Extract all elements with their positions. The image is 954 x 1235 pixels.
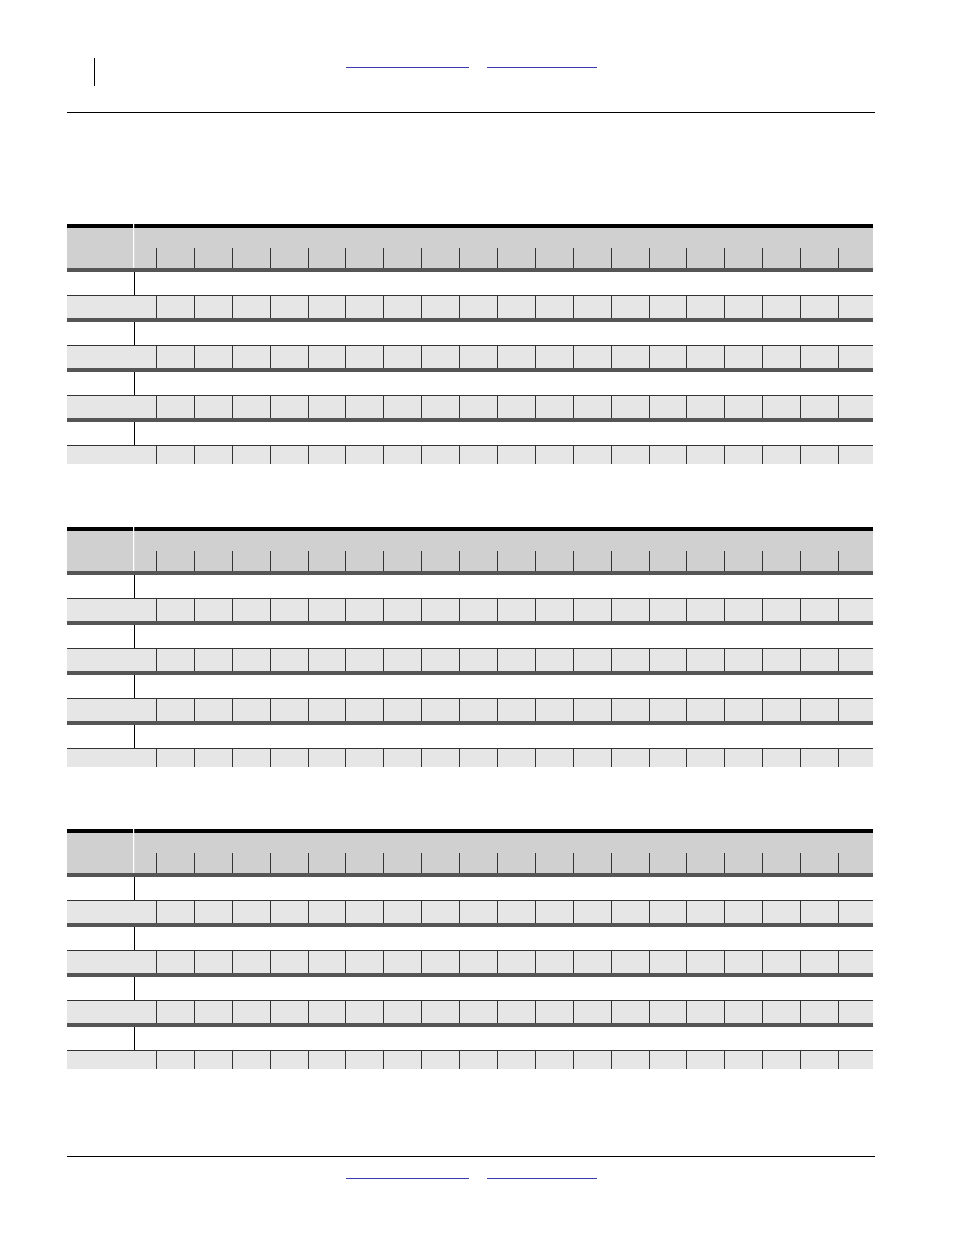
group-rule <box>67 671 873 675</box>
table-grid <box>67 829 873 1069</box>
group-rule <box>67 368 873 372</box>
data-row <box>67 395 873 418</box>
data-row <box>67 900 873 923</box>
header-rule <box>67 112 875 113</box>
group-rule <box>67 418 873 422</box>
header-bottom-rule <box>67 873 873 877</box>
data-row <box>67 748 873 767</box>
schedule-table-2 <box>67 527 873 767</box>
header-link-1[interactable] <box>346 67 469 68</box>
group-rule <box>67 1023 873 1027</box>
data-row <box>67 345 873 368</box>
footer-rule <box>67 1156 875 1157</box>
header-link-2[interactable] <box>487 67 597 68</box>
schedule-table-1 <box>67 224 873 464</box>
group-rule <box>67 923 873 927</box>
table-top-rule <box>67 829 873 833</box>
header-divider <box>133 224 134 270</box>
table-grid <box>67 527 873 767</box>
data-row <box>67 1050 873 1069</box>
footer-link-1[interactable] <box>346 1178 469 1179</box>
header-vertical-bar <box>94 58 95 86</box>
data-row <box>67 445 873 464</box>
data-row <box>67 698 873 721</box>
group-rule <box>67 621 873 625</box>
table-header-band <box>67 527 873 573</box>
schedule-table-3 <box>67 829 873 1069</box>
table-top-rule <box>67 527 873 531</box>
group-rule <box>67 318 873 322</box>
table-top-rule <box>67 224 873 228</box>
table-grid <box>67 224 873 464</box>
header-divider <box>133 829 134 875</box>
header-bottom-rule <box>67 571 873 575</box>
group-rule <box>67 973 873 977</box>
header-bottom-rule <box>67 268 873 272</box>
data-row <box>67 648 873 671</box>
table-header-band <box>67 829 873 875</box>
group-rule <box>67 721 873 725</box>
data-row <box>67 950 873 973</box>
data-row <box>67 1000 873 1023</box>
data-row <box>67 295 873 318</box>
header-divider <box>133 527 134 573</box>
footer-link-2[interactable] <box>487 1178 597 1179</box>
table-header-band <box>67 224 873 270</box>
data-row <box>67 598 873 621</box>
